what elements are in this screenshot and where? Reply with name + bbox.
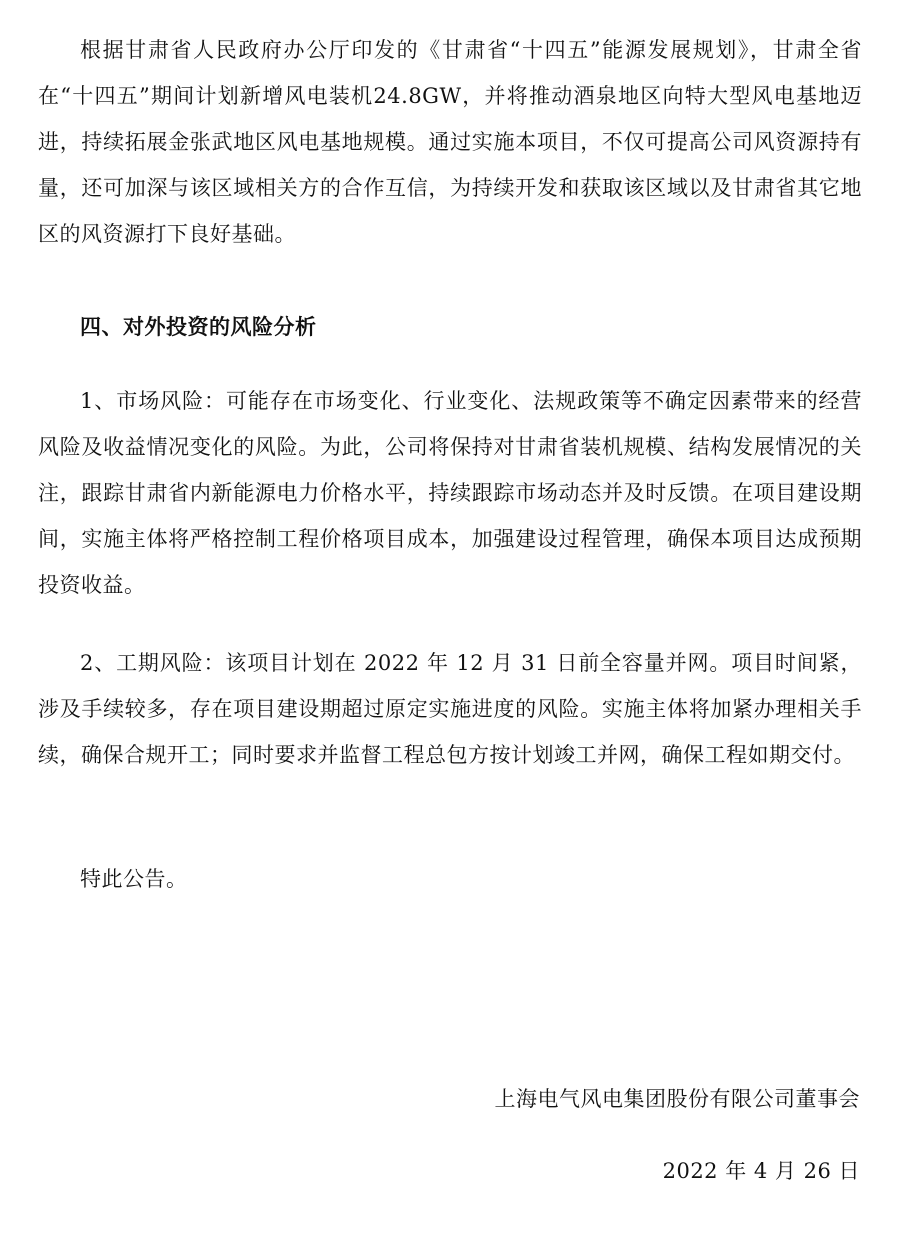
paragraph-market-risk: 1、市场风险：可能存在市场变化、行业变化、法规政策等不确定因素带来的经营风险及收益情况变化的风险。为此，公司将保持对甘肃省装机规模、结构发展情况的关注，跟踪甘肃省内新能源电力价格水平，持续跟踪市场动态并及时反馈。在项目建设期间，实施主体将严格控制工程价格项目成本，加强建设过程管理，确保本项目达成预期投资收益。 — [38, 389, 862, 597]
paragraph-schedule-risk: 2、工期风险：该项目计划在 2022 年 12 月 31 日前全容量并网。项目时间紧，涉及手续较多，存在项目建设期超过原定实施进度的风险。实施主体将加紧办理相关手续，确保合规开工；同时要求并监督工程总包方按计划竣工并网，确保工程如期交付。 — [38, 651, 862, 767]
signature-organization: 上海电气风电集团股份有限公司董事会 — [494, 1087, 860, 1111]
section-heading-risk-analysis: 四、对外投资的风险分析 — [80, 314, 317, 339]
paragraph-closing: 特此公告。 — [80, 867, 188, 891]
signature-date: 2022 年 4 月 26 日 — [662, 1159, 860, 1183]
paragraph-planning-background: 根据甘肃省人民政府办公厅印发的《甘肃省“十四五”能源发展规划》，甘肃全省在“十四五”期间计划新增风电装机24.8GW，并将推动酒泉地区向特大型风电基地迈进，持续拓展金张武地区风电基地规模。通过实施本项目，不仅可提高公司风资源持有量，还可加深与该区域相关方的合作互信，为持续开发和获取该区域以及甘肃省其它地区的风资源打下良好基础。 — [38, 38, 862, 246]
